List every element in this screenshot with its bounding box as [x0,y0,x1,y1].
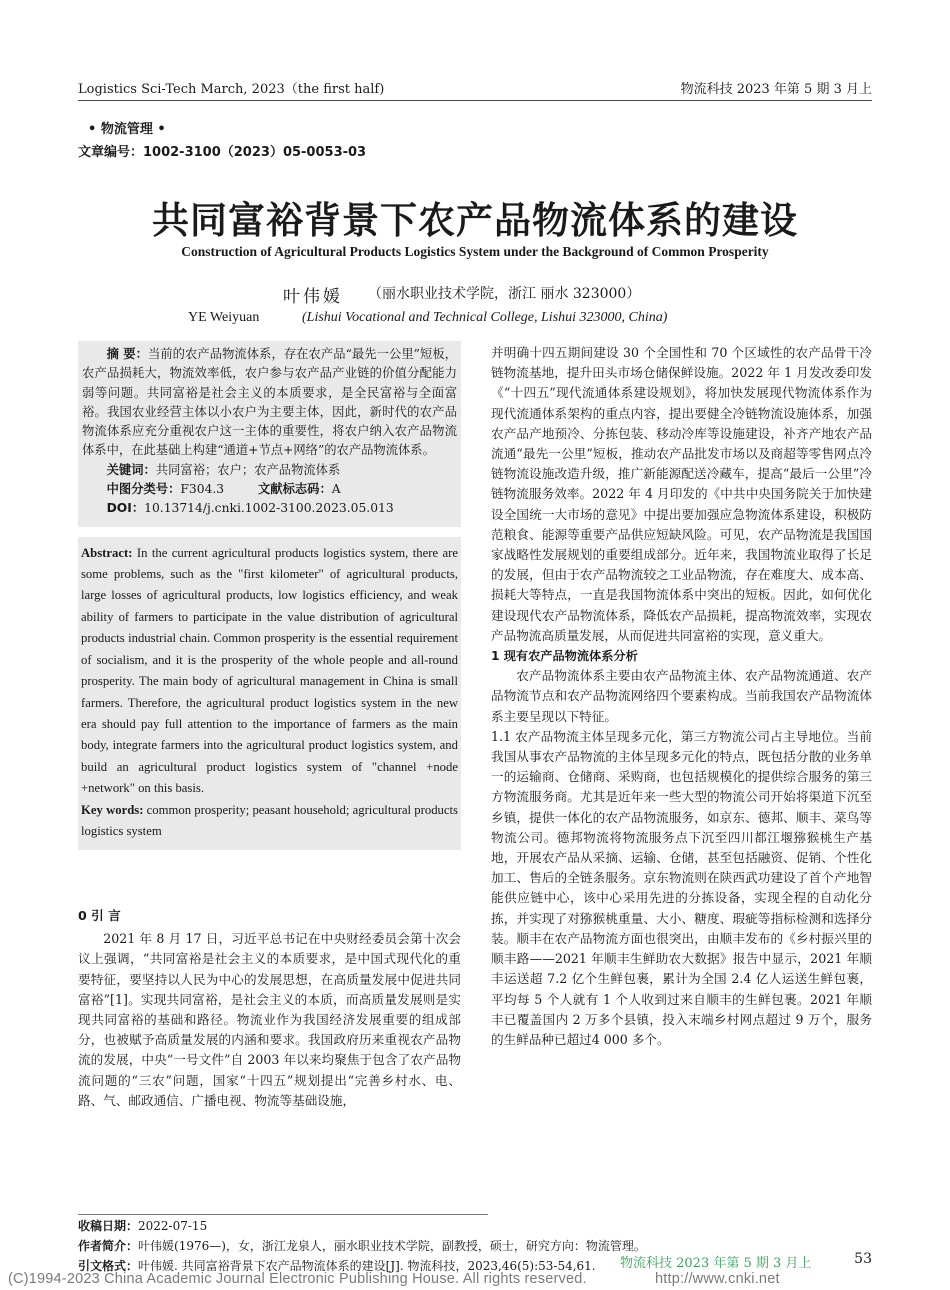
clc-label: 中图分类号： [106,482,181,497]
citation-label: 引文格式： [78,1259,139,1273]
header-rule [78,100,872,101]
running-header-en: Logistics Sci-Tech March, 2023（the first half) [78,82,385,97]
keywords-cn-label: 关键词： [106,462,156,477]
affiliation-cn: （丽水职业技术学院，浙江 丽水 323000） [368,286,641,302]
right-paragraph-2: 农产品物流体系主要由农产品物流主体、农产品物流通道、农产品物流节点和农产品物流网络四个要素构成。当前我国农产品物流体系主要呈现以下特征。 [491,668,872,724]
author-en: YE Weiyuan [188,310,260,325]
right-paragraph-3: 1.1 农产品物流主体呈现多元化，第三方物流公司占主导地位。当前我国从事农产品物流的主体呈现多元化的特点，既包括分散的业务单一的运输商、仓储商、采购商，也包括规模化的提供综合服务的第三方物流服务商。尤其是近年来一些大型的物流公司开始将渠道下沉至乡镇，提供一体化的农产品物流服务，如京东、德邦、顺丰、菜鸟等物流公司。德邦物流将物流服务点下沉至四川都江堰猕猴桃生产基地，开展农产品从采摘、运输、仓储，甚至包括融资、促销、个性化加工、售后的全链条服务。京东物流则在陕西武功建设了首个产地智能供应链中心，该中心采用先进的分拣设备，实现全程的自动化分拣，并实现了对猕猴桃重量、大小、糖度、瑕疵等指标检测和选择分装。顺丰在农产品物流方面也很突出，由顺丰发布的《乡村振兴里的顺丰路——2021 年顺丰生鲜助农大数据》报告中显示，2021 年顺丰运送超 7.2 亿个生鲜包裹，累计为全国 2.4 亿人运送生鲜包裹，平均每 5 个人就有 1 个人收到过来自顺丰的生鲜包裹。2021 年顺丰已覆盖国内 2 万多个县镇，投入末端乡村网点超过 9 万个，服务的生鲜品种已超过4 000 多个。 [491,728,872,1047]
keywords-cn-line [82,461,457,480]
right-paragraph-1: 并明确十四五期间建设 30 个全国性和 70 个区域性的农产品骨干冷链物流基地，提升田头市场仓储保鲜设施。2022 年 1 月发改委印发《“十四五”现代流通体系建设规划》，将加快发展现代物流体系作为现代流通体系架构的重点内容，提出要健全冷链物流设施体系，加强农产品产地预冷、分拣包装、移动冷库等设施建设，补齐产地农产品流通“最先一公里”短板，推动农产品批发市场以及商超等零售网点冷链物流设施改造升级，推广新能源配送冷藏车，提高“最后一公里”冷链物流服务效率。2022 年 4 月印发的《中共中央国务院关于加快建设全国统一大市场的意见》中提出要加强应急物流体系建设，积极防范粮食、能源等重要产品供应短缺风险。可见，农产品物流是我国国家战略性发展规划的重要组成部分。近年来，我国物流业取得了长足的发展，但由于农产品物流较之工业品物流，存在难度大、成本高、损耗大等特点，一直是我国物流体系中突出的短板。因此，如何优化建设现代农产品物流体系，降低农产品损耗，提高物流效率，实现农产品物流高质量发展，从而促进共同富裕的实现，意义重大。 [491,345,872,643]
page-number: 53 [854,1251,872,1267]
abstract-en-label: Abstract: [81,545,133,560]
running-header-cn: 物流科技 2023 年第 5 期 3 月上 [680,82,872,97]
page-title-en: Construction of Agricultural Products Logistics System under the Background of Common Prosperity [181,244,769,259]
classification-line [82,480,457,499]
keywords-cn: 共同富裕；农户；农产品物流体系 [155,462,341,477]
article-number: 文章编号：1002-3100（2023）05-0053-03 [78,145,367,160]
section-0-heading: 0 引 言 [78,908,121,923]
doi-label: DOI： [106,501,145,516]
introduction-column [78,906,461,1111]
footer-journal: 物流科技 2023 年第 5 期 3 月上 [620,1256,812,1271]
abstract-box [78,341,461,850]
author-bio-label: 作者简介： [78,1239,139,1253]
abstract-cn-label: 摘 要： [106,347,148,361]
author-bio: 叶伟媛(1976—)，女，浙江龙泉人，丽水职业技术学院，副教授，硕士，研究方向：物流管理。 [138,1239,646,1253]
affiliation-en: (Lishui Vocational and Technical College, Lishui 323000, China) [302,310,668,325]
cnki-link[interactable]: http://www.cnki.net [655,1271,780,1287]
keywords-en: common prosperity; peasant household; agricultural products logistics system [81,802,458,838]
abstract-en [78,537,461,851]
abstract-cn [78,341,461,527]
section-0-paragraph: 2021 年 8 月 17 日，习近平总书记在中央财经委员会第十次会议上强调，“共同富裕是社会主义的本质要求，是中国式现代化的重要特征，要坚持以人民为中心的发展思想，在高质量发展中促进共同富裕”[1]。实现共同富裕，是社会主义的本质，而高质量发展则是实现共同富裕的基础和路径。物流业作为我国经济发展重要的组成部分，也被赋予高质量发展的内涵和要求。我国政府历来重视农产品物流的发展，中央“一号文件”自 2003 年以来均聚焦于包含了农产品物流问题的“三农”问题，国家“十四五”规划提出“完善乡村水、电、路、气、邮政通信、广播电视、物流等基础设施， [78,931,461,1108]
abstract-cn-paragraph [82,345,457,461]
received-date: 2022-07-15 [138,1219,208,1233]
section-category: • 物流管理 • [88,122,166,137]
received-label: 收稿日期： [78,1219,139,1233]
author-cn: 叶伟媛 [283,287,343,307]
copyright-watermark: (C)1994-2023 China Academic Journal Electronic Publishing House. All rights reserved. [8,1271,587,1287]
abstract-cn-text: 当前的农产品物流体系，存在农产品“最先一公里”短板，农产品损耗大，物流效率低，农户参与农产品产业链的价值分配能力弱等问题。共同富裕是社会主义的本质要求，是全民富裕与全面富裕。我国农业经营主体以小农户为主要主体，因此，新时代的农产品物流体系应充分重视农户这一主体的重要性，将农户纳入农产品物流体系中，在此基础上构建“通道+节点+网络”的农产品物流体系。 [82,347,458,458]
doccode-value: A [331,482,341,497]
right-column [491,343,872,1050]
doi-line [82,499,457,518]
doccode-label: 文献标志码： [257,482,332,497]
section-1-heading: 1 现有农产品物流体系分析 [491,649,638,664]
keywords-en-label: Key words: [81,802,144,817]
received-line [78,1216,872,1236]
abstract-en-text: In the current agricultural products logistics system, there are some problems, such as the "first kilometer" of agricultural products, large losses of agricultural products, low logistics efficiency, and weak ability of farmers to participate in the value distribution of agricultural products industrial chain. Common prosperity is the essential requirement of socialism, and it is the prosperity of the whole people and all-round prosperity. The main body of agricultural management in China is small farmers. Therefore, the agricultural product logistics system in the new era should pay full attention to the importance of farmers as the main body, integrate farmers into the agricultural product logistics system, and build an agricultural product logistics system of "channel +node +network" on this basis. [81,545,458,796]
footnote-rule [78,1214,488,1215]
page-title: 共同富裕背景下农产品物流体系的建设 [152,199,798,242]
clc-value: F304.3 [180,482,225,497]
citation: 叶伟媛. 共同富裕背景下农产品物流体系的建设[J]. 物流科技，2023,46(5):53-54,61. [138,1259,596,1273]
doi-value: 10.13714/j.cnki.1002-3100.2023.05.013 [144,501,394,516]
